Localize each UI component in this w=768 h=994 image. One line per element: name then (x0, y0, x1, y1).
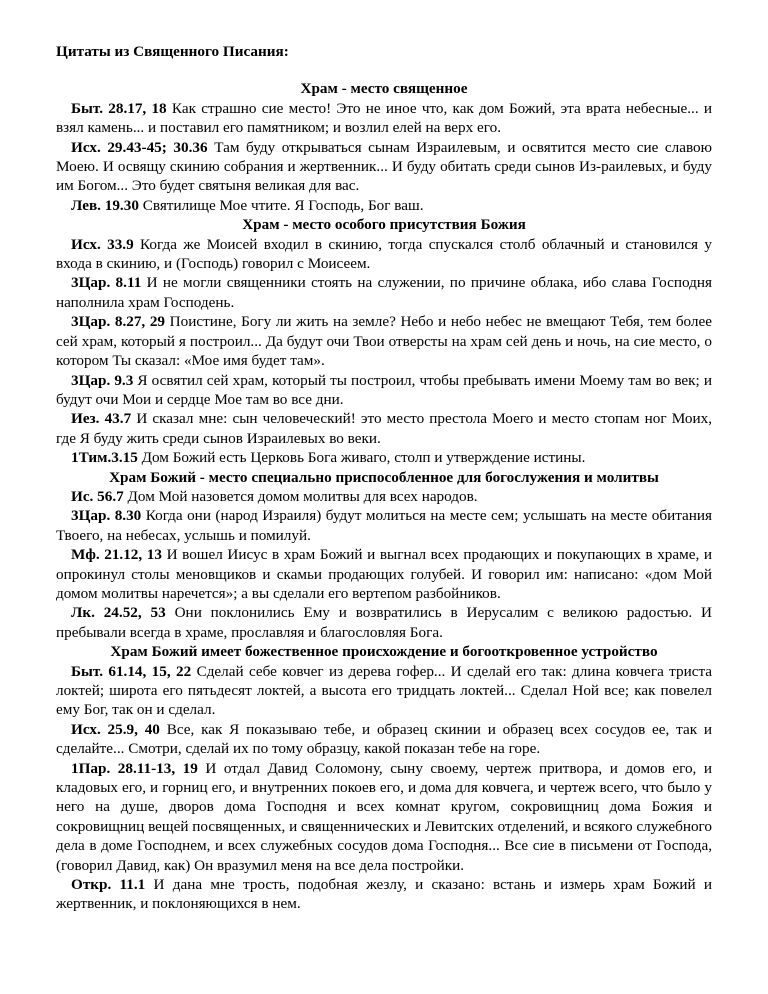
scripture-reference: Лев. 19.30 (71, 196, 139, 214)
section-heading: Храм - место особого присутствия Божия (242, 216, 526, 234)
scripture-reference: Откр. 11.1 (71, 876, 146, 894)
quote-text: И вошел Иисус в храм Божий и выгнал всех продающих и покупающих в храме, и опрокинул столы меновщиков и скамьи продающих голубей. И говорил им: написано: «дом Мой домом молитвы наречется»; а вы сделали его вертепом разбойников. (56, 546, 713, 602)
scripture-quote (56, 273, 712, 312)
scripture-quote (56, 545, 712, 603)
scripture-reference: 3Цар. 8.30 (71, 507, 142, 525)
quote-text: И сказал мне: сын человеческий! это место престола Моего и место стопам ног Моих, где Я буду жить среди сынов Израилевых во веки. (56, 410, 712, 447)
quote-text: Дом Мой назовется домом молитвы для всех народов. (127, 487, 478, 505)
quote-text: Я освятил сей храм, который ты построил, чтобы пребывать имени Моему там во век; и будут очи Мои и сердце Мое там во все дни. (56, 371, 712, 408)
scripture-reference: 3Цар. 9.3 (71, 371, 134, 389)
quote-text: Там буду открываться сынам Израилевым, и освятится место сие славою Моею. И освящу скинию собрания и жертвенник... И буду обитать среди сынов Из-раилевых, и буду им Богом... Это будет святыня великая для вас. (56, 138, 713, 195)
quote-text: Как страшно сие место! Это не иное что, как дом Божий, эта врата небесные... и взял камень... и поставил его памятником; и возлил елей на верх его. (56, 99, 712, 137)
quote-text: Дом Божий есть Церковь Бога живаго, столп и утверждение истины. (141, 449, 586, 467)
scripture-quote (56, 371, 712, 410)
scripture-reference: 3Цар. 8.11 (71, 274, 142, 292)
scripture-quote (56, 138, 712, 196)
scripture-quote (56, 235, 712, 274)
scripture-reference: Иез. 43.7 (71, 410, 132, 428)
scripture-quote (56, 759, 712, 875)
scripture-reference: 1Тим.3.15 (71, 449, 138, 467)
document-title: Цитаты из Священного Писания: (56, 43, 289, 60)
scripture-quote (56, 662, 712, 720)
section-heading: Храм Божий имеет божественное происхождение и богооткровенное устройство (110, 643, 658, 661)
scripture-quote (56, 196, 712, 215)
section-heading: Храм - место священное (300, 80, 468, 98)
quote-text: Поистине, Богу ли жить на земле? Небо и небо небес не вмещают Тебя, тем более сей храм, который я построил... Да будут очи Твои отверсты на храм сей день и ночь, на сие место, о котором Ты сказал: «Мое имя будет там». (56, 313, 712, 370)
scripture-quote (56, 506, 712, 545)
quote-text: И дана мне трость, подобная жезлу, и сказано: встань и измерь храм Божий и жертвенник, и поклоняющихся в нем. (56, 876, 712, 913)
scripture-reference: Быт. 61.14, 15, 22 (71, 662, 192, 680)
scripture-quote (56, 603, 712, 642)
scripture-quote (56, 875, 712, 914)
quote-text: Когда они (народ Израиля) будут молиться на месте сем; услышать на месте обитания Твоего, на небесах, услышь и помилуй. (56, 507, 712, 544)
scripture-reference: Исх. 33.9 (71, 235, 134, 253)
scripture-quote (56, 409, 712, 448)
scripture-reference: Мф. 21.12, 13 (71, 546, 162, 564)
section-heading: Храм Божий - место специально приспособленное для богослужения и молитвы (109, 468, 659, 486)
quote-text: И не могли священники стоять на служении, по причине облака, ибо слава Господня наполнила храм Господень. (56, 274, 713, 311)
scripture-quote (56, 312, 712, 370)
scripture-reference: 3Цар. 8.27, 29 (71, 313, 166, 331)
scripture-quote (56, 487, 712, 506)
scripture-quote (56, 99, 712, 138)
quote-text: Когда же Моисей входил в скинию, тогда спускался столб облачный и становился у входа в скинию, и (Господь) говорил с Моисеем. (56, 235, 712, 273)
scripture-reference: Лк. 24.52, 53 (71, 604, 166, 622)
quote-text: Сделай себе ковчег из дерева гофер... И сделай его так: длина ковчега триста локтей; широта его пятьдесят локтей, а высота его тридцать локтей... Сделал Ной все; как повелел ему Бог, так он и сделал. (56, 662, 713, 719)
scripture-reference: Ис. 56.7 (71, 487, 124, 505)
scripture-quote (56, 448, 712, 467)
scripture-reference: Исх. 29.43-45; 30.36 (71, 138, 208, 156)
scripture-reference: Исх. 25.9, 40 (71, 720, 160, 738)
scripture-reference: Быт. 28.17, 18 (71, 99, 167, 117)
quote-text: Святилище Мое чтите. Я Господь, Бог ваш. (142, 196, 424, 214)
quote-text: Они поклонились Ему и возвратились в Иерусалим с великою радостью. И пребывали всегда в храме, прославляя и благословляя Бога. (56, 604, 713, 641)
quote-text: И отдал Давид Соломону, сыну своему, чертеж притвора, и домов его, и кладовых его, и горниц его, и внутренних покоев его, и дома для ковчега, и чертеж всего, что было у него на душе, дворов дома Господня и всех комнат кругом, сокровищниц дома Божия и сокровищниц вещей посвященных, и священнических и Левитских отделений, и всякого служебного дела в доме Господнем, и всех служебных сосудов дома Господня... Все сие в письмени от Господа, (говорил Давид, как) Он вразумил меня на все дела постройки. (56, 759, 713, 874)
scripture-reference: 1Пар. 28.11-13, 19 (71, 759, 198, 777)
quote-text: Все, как Я показываю тебе, и образец скинии и образец всех сосудов ее, так и сделайте... Смотри, сделай их по тому образцу, какой показан тебе на горе. (56, 720, 713, 758)
scripture-quote (56, 720, 712, 759)
